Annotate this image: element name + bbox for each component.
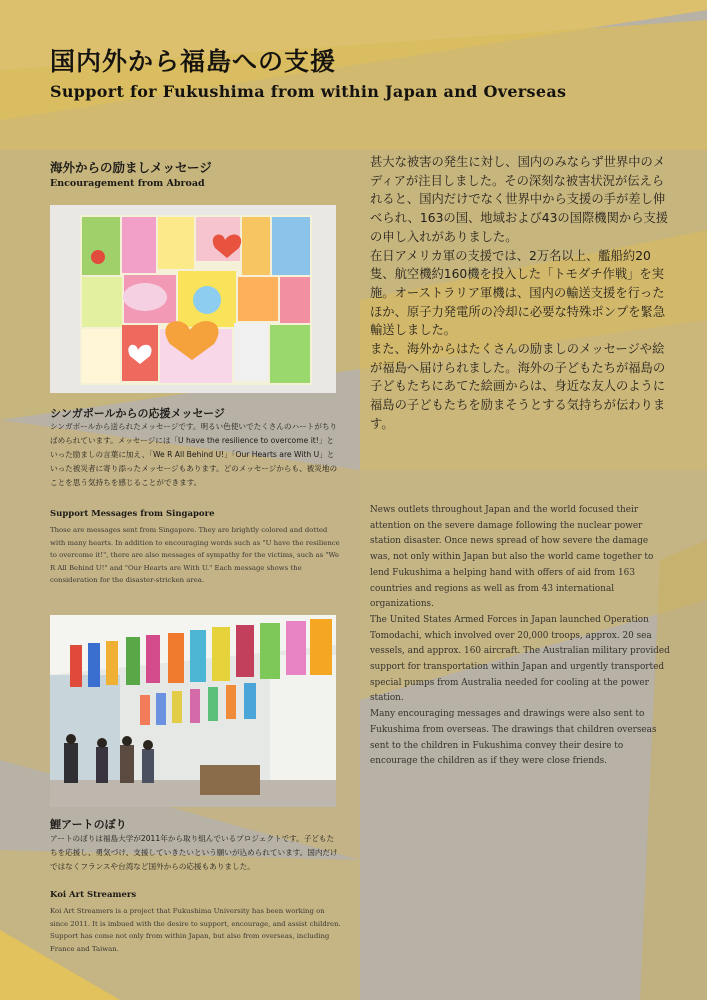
main-jp-paragraph: 在日アメリカ軍の支援では、2万名以上、艦船約20隻、航空機約160機を投入した「トモダチ作戦」を実施。オーストラリア軍機は、国内の輸送支援を行ったほか、原子力発電所の冷却に必要な特殊ポンプを緊急輸送しました。	[370, 248, 666, 338]
main-en-paragraph: The United States Armed Forces in Japan launched Operation Tomodachi, which involved over 20,000 troops, approx. 20 sea vessels, and approx. 160 aircraft. The Australian military provided support for transportation within Japan and urgently transported special pumps from Australia needed for cooling at the power station.	[370, 614, 670, 704]
main-text-en	[370, 503, 670, 770]
main-jp-paragraph: また、海外からはたくさんの励ましのメッセージや絵が福島へ届けられました。海外の子どもたちが福島の子どもたちにあてた絵画からは、身近な友人のように福島の子どもたちを励まそうとする気持ちが伝わります。	[370, 342, 666, 431]
singapore-heading-en: Support Messages from Singapore	[50, 509, 215, 519]
page-subtitle: Support for Fukushima from within Japan and Overseas	[50, 82, 567, 101]
encouragement-heading-en: Encouragement from Abroad	[50, 178, 205, 189]
koi-body-jp: アートのぼりは福島大学が2011年から取り組んでいるプロジェクトです。子どもたちを応援し、勇気づけ、支援していきたいという願いが込められています。国内だけではなくフランスや台湾など国外からの応援もありました。	[50, 834, 338, 871]
singapore-body-en: Those are messages sent from Singapore. They are brightly colored and dotted with many hearts. In addition to encouraging words such as "U have the resilience to overcome it!", there are also messages of sympathy for the victims, such as "We R All Behind U!" and "Our Hearts are With U." Each message shows the consideration for the disaster-stricken area.	[50, 526, 340, 584]
main-en-paragraph: Many encouraging messages and drawings were also sent to Fukushima from overseas. The drawings that children overseas sent to the children in Fukushima convey their desire to encourage the children as if they were close friends.	[370, 709, 657, 767]
encouragement-heading-jp: 海外からの励ましメッセージ	[50, 160, 212, 175]
singapore-heading-jp: シンガポールからの応援メッセージ	[50, 407, 225, 420]
koi-body-en: Koi Art Streamers is a project that Fukushima University has been working on since 2011. It is imbued with the desire to support, encourage, and assist children. Support has come not only from within Japan, but also from overseas, including France and Taiwan.	[50, 907, 341, 953]
main-en-paragraph: News outlets throughout Japan and the world focused their attention on the severe damage following the nuclear power station disaster. Once news spread of how severe the damage was, not only within Japan but also the world came together to lend Fukushima a helping hand with offers of aid from 163 countries and regions as well as from 43 international organizations.	[370, 505, 654, 610]
singapore-body-jp: シンガポールから送られたメッセージです。明るい色使いでたくさんのハートがちりばめられています。メッセージには「U have the resilience to overcome it!」といった励ましの言葉に加え、「We R All Behind U!」「Our Hearts are With U」といった被災者に寄り添ったメッセージもあります。どのメッセージからも、被災地のことを思う気持ちを感じることができます。	[50, 422, 338, 487]
koi-heading-en: Koi Art Streamers	[50, 890, 137, 900]
page-title: 国内外から福島への支援	[50, 47, 337, 76]
koi-streamers-photo	[50, 615, 336, 807]
koi-heading-jp: 鯉アートのぼり	[50, 818, 127, 831]
main-text-jp	[370, 153, 670, 434]
singapore-messages-photo	[50, 205, 336, 393]
main-jp-paragraph: 甚大な被害の発生に対し、国内のみならず世界中のメディアが注目しました。その深刻な被害状況が伝えられると、国内だけでなく世界中から支援の手が差し伸べられ、163の国、地域および43の国際機関から支援の申し入れがありました。	[370, 155, 669, 244]
